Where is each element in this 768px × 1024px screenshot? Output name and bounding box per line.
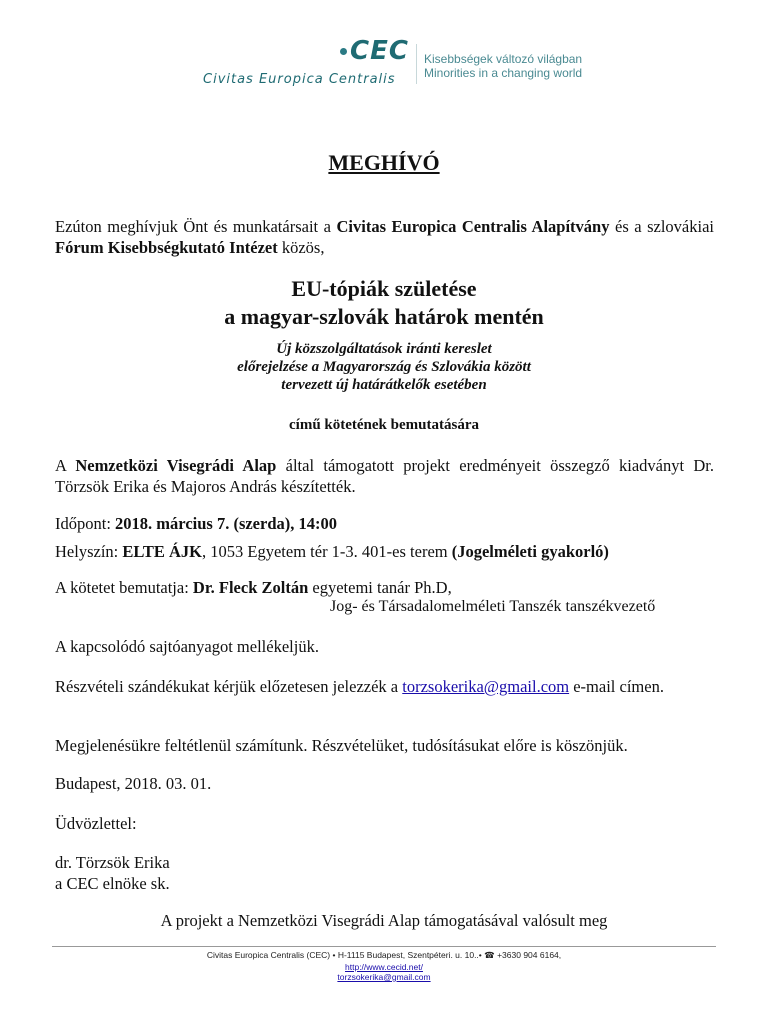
event-place: Helyszín: ELTE ÁJK, 1053 Egyetem tér 1-3. 401-es terem (Jogelméleti gyakorló) bbox=[55, 542, 609, 561]
footer-email-link[interactable]: torzsokerika@gmail.com bbox=[337, 972, 431, 982]
intro-text: Ezúton meghívjuk Önt és munkatársait a bbox=[55, 217, 337, 236]
book-subtitle-line1: Új közszolgáltatások iránti kereslet bbox=[276, 341, 492, 357]
rsvp-paragraph: Részvételi szándékukat kérjük előzetesen jelezzék a torzsokerika@gmail.com e-mail címen. bbox=[55, 677, 664, 696]
support-paragraph: A Nemzetközi Visegrádi Alap által támogatott projekt eredményeit összegző kiadványt Dr. Törzsök Erika és Majoros András készítették. bbox=[55, 456, 714, 496]
logo-dot bbox=[340, 48, 347, 55]
presenter-line: A kötetet bemutatja: Dr. Fleck Zoltán egyetemi tanár Ph.D, bbox=[55, 578, 452, 597]
signature-role: a CEC elnöke sk. bbox=[55, 874, 170, 893]
signature-name: dr. Törzsök Erika bbox=[55, 853, 170, 872]
tagline-en: Minorities in a changing world bbox=[424, 66, 583, 80]
book-subtitle-line3: tervezett új határátkelők esetében bbox=[281, 377, 487, 393]
book-title-line1: EU-tópiák születése bbox=[291, 276, 477, 301]
fund-name: Nemzetközi Visegrádi Alap bbox=[75, 456, 277, 475]
event-time: Időpont: 2018. március 7. (szerda), 14:00 bbox=[55, 514, 337, 533]
logo-divider bbox=[416, 44, 417, 84]
book-title-line2: a magyar-szlovák határok mentén bbox=[224, 304, 544, 329]
closing-paragraph: Megjelenésükre feltétlenül számítunk. Részvételüket, tudósításukat előre is köszönjük. bbox=[55, 736, 628, 755]
intro-text: és a szlovákiai bbox=[609, 217, 715, 236]
footer-url-link[interactable]: http://www.cecid.net/ bbox=[345, 962, 423, 972]
rsvp-email-link[interactable]: torzsokerika@gmail.com bbox=[402, 677, 570, 696]
institute-name: Fórum Kisebbségkutató Intézet bbox=[55, 238, 278, 257]
footer-address: Civitas Europica Centralis (CEC) • H-1115 Budapest, Szentpéteri. u. 10..• ☎ +3630 904 6164, bbox=[206, 950, 562, 960]
press-note: A kapcsolódó sajtóanyagot mellékeljük. bbox=[55, 637, 319, 656]
presenter-name: Dr. Fleck Zoltán bbox=[192, 578, 309, 597]
book-subtitle-line2: előrejelzése a Magyarország és Szlovákia között bbox=[237, 359, 531, 375]
project-note: A projekt a Nemzetközi Visegrádi Alap támogatásával valósult meg bbox=[160, 911, 608, 930]
intro-text: közös, bbox=[277, 238, 325, 257]
event-time-value: 2018. március 7. (szerda), 14:00 bbox=[115, 514, 337, 533]
presenter-department: Jog- és Társadalomelméleti Tanszék tanszékvezető bbox=[330, 598, 656, 615]
footer-divider bbox=[52, 946, 716, 947]
letter-date: Budapest, 2018. 03. 01. bbox=[55, 774, 212, 793]
foundation-name: Civitas Europica Centralis Alapítvány bbox=[336, 217, 610, 236]
tagline-hu: Kisebbségek változó világban bbox=[424, 52, 583, 66]
book-caption: című kötetének bemutatására bbox=[289, 417, 479, 433]
event-room: (Jogelméleti gyakorló) bbox=[451, 542, 609, 561]
tagline bbox=[424, 52, 582, 80]
page-title: MEGHÍVÓ bbox=[328, 150, 440, 175]
logo-abbr: CEC bbox=[350, 36, 409, 66]
greeting: Üdvözlettel: bbox=[55, 814, 137, 833]
logo-name: Civitas Europica Centralis bbox=[203, 72, 396, 87]
intro-paragraph bbox=[55, 216, 714, 258]
event-place-name: ELTE ÁJK bbox=[122, 542, 203, 561]
